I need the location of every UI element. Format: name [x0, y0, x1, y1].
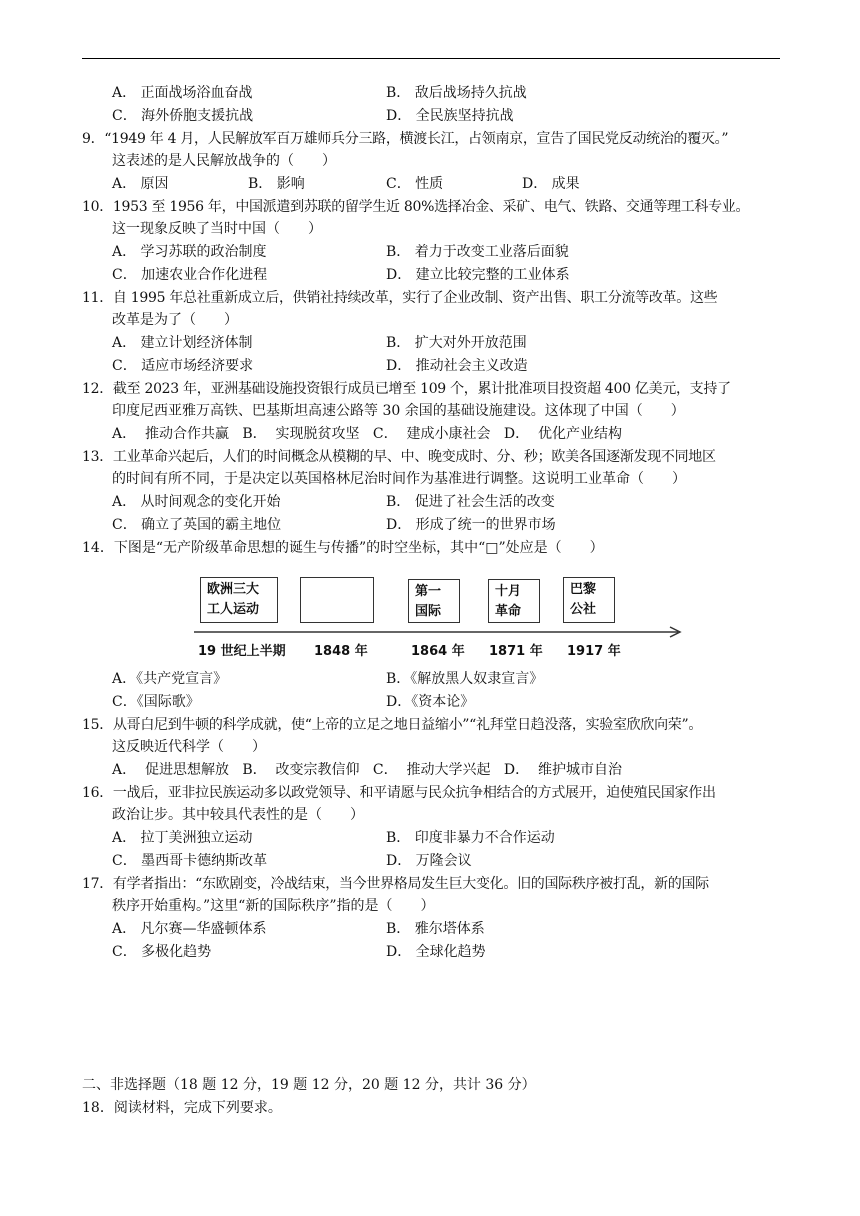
option-c[interactable]: C． 加速农业合作化进程 [112, 267, 268, 283]
question-stem: 政治让步。其中较具代表性的是（ ） [112, 807, 364, 823]
question-stem: 11．自 1995 年总社重新成立后，供销社持续改革，实行了企业改制、资产出售、职工分流等改革。这些 [82, 290, 718, 306]
option-b[interactable]: B．《解放黑人奴隶宣言》 [386, 671, 544, 687]
timeline-label-1917: 1917 年 [567, 644, 621, 659]
option-d[interactable]: D． 全球化趋势 [386, 944, 486, 960]
option-d[interactable]: D． 推动社会主义改造 [386, 358, 528, 374]
timeline-label-1864: 1864 年 [411, 644, 465, 659]
question-stem: 这表述的是人民解放战争的（ ） [112, 153, 336, 169]
option-b[interactable]: B． 印度非暴力不合作运动 [386, 830, 555, 846]
question-stem: 15．从哥白尼到牛顿的科学成就，使“上帝的立足之地日益缩小”“礼拜堂日趋没落，实验室欣欣向荣”。 [82, 717, 703, 733]
question-stem: 14．下图是“无产阶级革命思想的诞生与传播”的时空坐标，其中“□”处应是（ ） [82, 540, 604, 556]
option-c[interactable]: C． 海外侨胞支援抗战 [112, 108, 254, 124]
timeline-axis [190, 624, 690, 640]
option-a[interactable]: A． 拉丁美洲独立运动 [112, 830, 253, 846]
option-c[interactable]: C． 性质 [386, 176, 444, 192]
option-a[interactable]: A． 从时间观念的变化开始 [112, 494, 281, 510]
options-row[interactable]: A． 促进思想解放 B． 改变宗教信仰 C． 推动大学兴起 D． 维护城市自治 [112, 762, 622, 778]
timeline-label-19th-century: 19 世纪上半期 [198, 644, 286, 659]
question-stem: 这一现象反映了当时中国（ ） [112, 221, 322, 237]
question-stem: 10．1953 至 1956 年，中国派遣到苏联的留学生近 80%选择冶金、采矿、电气、铁路、交通等理工科专业。 [82, 199, 750, 215]
option-a[interactable]: A． 建立计划经济体制 [112, 335, 253, 351]
question-stem: 的时间有所不同，于是决定以英国格林尼治时间作为基准进行调整。这说明工业革命（ ） [112, 471, 686, 487]
option-a[interactable]: A． 学习苏联的政治制度 [112, 244, 267, 260]
option-b[interactable]: B． 影响 [248, 176, 305, 192]
timeline-box-blank [300, 577, 374, 623]
timeline-box-workers-movements: 欧洲三大 工人运动 [200, 577, 278, 623]
option-c[interactable]: C．《国际歌》 [112, 694, 200, 710]
option-b[interactable]: B． 着力于改变工业落后面貌 [386, 244, 569, 260]
option-a[interactable]: A． 凡尔赛—华盛顿体系 [112, 921, 267, 937]
timeline-label-1848: 1848 年 [314, 644, 368, 659]
option-d[interactable]: D． 成果 [522, 176, 580, 192]
timeline-box-first-international: 第一 国际 [408, 579, 460, 623]
option-b[interactable]: B． 敌后战场持久抗战 [386, 85, 527, 101]
option-d[interactable]: D． 建立比较完整的工业体系 [386, 267, 570, 283]
option-c[interactable]: C． 墨西哥卡德纳斯改革 [112, 853, 268, 869]
header-rule [82, 58, 780, 59]
timeline-box-paris-commune: 巴黎 公社 [563, 577, 615, 623]
option-b[interactable]: B． 雅尔塔体系 [386, 921, 485, 937]
question-stem: 9．“1949 年 4 月，人民解放军百万雄师兵分三路，横渡长江，占领南京，宣告了国民党反动统治的覆灭。” [82, 131, 729, 147]
option-b[interactable]: B． 促进了社会生活的改变 [386, 494, 555, 510]
question-stem: 12．截至 2023 年，亚洲基础设施投资银行成员已增至 109 个，累计批准项目投资超 400 亿美元，支持了 [82, 381, 731, 397]
question-stem: 改革是为了（ ） [112, 312, 238, 328]
timeline-label-1871: 1871 年 [489, 644, 543, 659]
question-stem: 这反映近代科学（ ） [112, 739, 266, 755]
section-title: 二、非选择题（18 题 12 分，19 题 12 分，20 题 12 分，共计 36 分） [82, 1077, 536, 1093]
timeline-box-october-revolution: 十月 革命 [488, 579, 540, 623]
option-c[interactable]: C． 确立了英国的霸主地位 [112, 517, 282, 533]
question-stem: 印度尼西亚雅万高铁、巴基斯坦高速公路等 30 余国的基础设施建设。这体现了中国（ ） [112, 403, 685, 419]
option-d[interactable]: D． 万隆会议 [386, 853, 472, 869]
options-row[interactable]: A． 推动合作共赢 B． 实现脱贫攻坚 C． 建成小康社会 D． 优化产业结构 [112, 426, 622, 442]
question-18-stem: 18．阅读材料，完成下列要求。 [82, 1100, 282, 1116]
option-b[interactable]: B． 扩大对外开放范围 [386, 335, 527, 351]
option-a[interactable]: A． 原因 [112, 176, 169, 192]
question-stem: 秩序开始重构。”这里“新的国际秩序”指的是（ ） [112, 898, 435, 914]
option-d[interactable]: D．《资本论》 [386, 694, 475, 710]
option-c[interactable]: C． 多极化趋势 [112, 944, 212, 960]
option-a[interactable]: A．《共产党宣言》 [112, 671, 228, 687]
option-c[interactable]: C． 适应市场经济要求 [112, 358, 254, 374]
option-d[interactable]: D． 形成了统一的世界市场 [386, 517, 556, 533]
question-stem: 16．一战后，亚非拉民族运动多以政党领导、和平请愿与民众抗争相结合的方式展开，迫使殖民国家作出 [82, 785, 716, 801]
question-stem: 17．有学者指出：“东欧剧变，冷战结束，当今世界格局发生巨大变化。旧的国际秩序被打乱，新的国际 [82, 876, 709, 892]
option-a[interactable]: A． 正面战场浴血奋战 [112, 85, 253, 101]
option-d[interactable]: D． 全民族坚持抗战 [386, 108, 514, 124]
question-stem: 13．工业革命兴起后，人们的时间概念从模糊的早、中、晚变成时、分、秒；欧美各国逐渐发现不同地区 [82, 449, 716, 465]
